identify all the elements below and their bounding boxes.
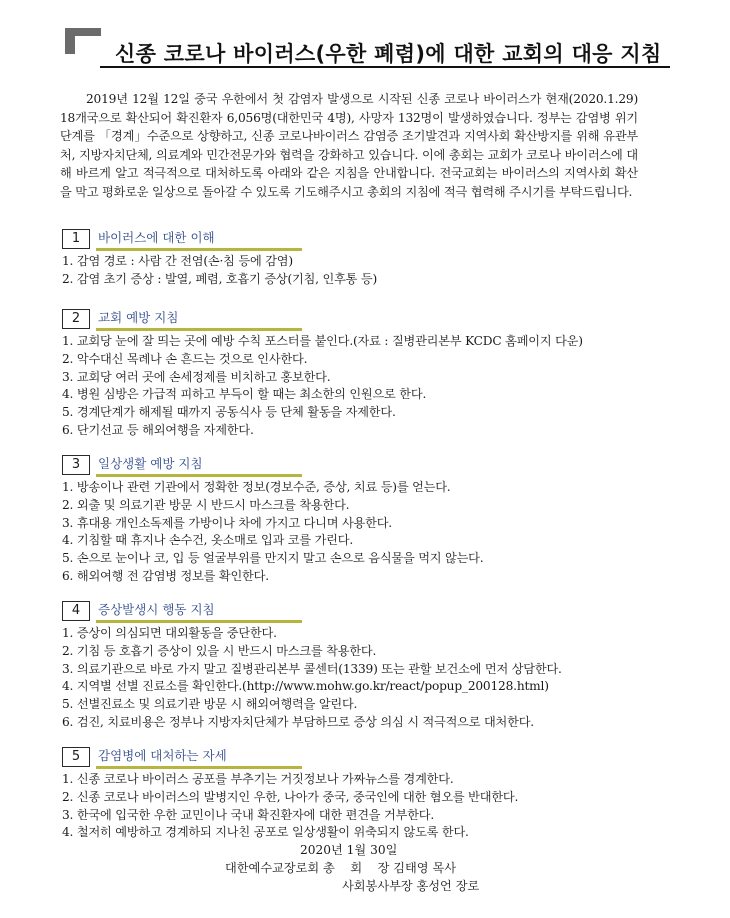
title-corner-mark <box>65 28 101 54</box>
list-item: 2. 기침 등 호흡기 증상이 있을 시 반드시 마스크를 착용한다. <box>62 643 377 658</box>
section-daily-prevention <box>60 455 660 586</box>
signature-line-director: 사회봉사부장 홍성언 장로 <box>342 879 480 893</box>
section-title: 교회 예방 지침 <box>98 310 179 325</box>
section-header <box>60 455 660 477</box>
section-items <box>60 479 660 586</box>
section-number: 1 <box>62 229 90 249</box>
list-item: 4. 철저히 예방하고 경계하되 지나친 공포로 일상생활이 위축되지 않도록 한다. <box>62 825 469 840</box>
list-item: 2. 악수대신 목례나 손 흔드는 것으로 인사한다. <box>62 351 308 366</box>
list-item: 6. 해외여행 전 감염병 정보를 확인한다. <box>62 568 269 583</box>
signature-line-president: 대한예수교장로회 총 회 장 김태영 목사 <box>225 861 456 875</box>
page-title: 신종 코로나 바이러스(우한 폐렴)에 대한 교회의 대응 지침 <box>115 42 662 66</box>
section-number: 3 <box>62 455 90 475</box>
list-item: 5. 선별진료소 및 의료기관 방문 시 해외여행력을 알린다. <box>62 697 358 712</box>
list-item: 3. 의료기관으로 바로 가지 말고 질병관리본부 콜센터(1339) 또는 관할 보건소에 먼저 상담한다. <box>62 661 562 676</box>
section-header <box>60 601 660 623</box>
list-item: 1. 교회당 눈에 잘 띄는 곳에 예방 수칙 포스터를 붙인다.(자료 : 질병관리본부 KCDC 홈페이지 다운) <box>62 334 583 348</box>
section-church-prevention <box>60 309 660 440</box>
list-item: 2. 외출 및 의료기관 방문 시 반드시 마스크를 착용한다. <box>62 497 350 512</box>
section-underline <box>96 766 302 769</box>
section-virus-understanding <box>60 229 660 289</box>
section-number: 5 <box>62 747 90 767</box>
section-title: 바이러스에 대한 이해 <box>98 230 215 245</box>
list-item: 3. 교회당 여러 곳에 손세정제를 비치하고 홍보한다. <box>62 369 331 384</box>
section-header <box>60 747 660 769</box>
list-item: 5. 손으로 눈이나 코, 입 등 얼굴부위를 만지지 말고 손으로 음식물을 먹지 않는다. <box>62 551 484 566</box>
list-item: 2. 신종 코로나 바이러스의 발병지인 우한, 나아가 중국, 중국인에 대한 혐오를 반대한다. <box>62 789 519 804</box>
section-items <box>60 625 660 732</box>
title-underline <box>100 66 670 68</box>
list-item: 6. 단기선교 등 해외여행을 자제한다. <box>62 422 254 437</box>
list-item: 4. 병원 심방은 가급적 피하고 부득이 할 때는 최소한의 인원으로 한다. <box>62 387 427 402</box>
section-attitude <box>60 747 660 842</box>
section-underline <box>96 620 302 623</box>
section-underline <box>96 328 302 331</box>
list-item: 2. 감염 초기 증상 : 발열, 폐렴, 호흡기 증상(기침, 인후통 등) <box>62 271 378 286</box>
list-item: 5. 경계단계가 해제될 때까지 공동식사 등 단체 활동을 자제한다. <box>62 405 396 420</box>
list-item: 3. 휴대용 개인소독제를 가방이나 차에 가지고 다니며 사용한다. <box>62 515 392 530</box>
list-item: 4. 지역별 선별 진료소를 확인한다.(http://www.mohw.go.kr/react/popup_200128.html) <box>62 679 549 694</box>
section-title: 증상발생시 행동 지침 <box>98 602 215 617</box>
list-item: 1. 감염 경로 : 사람 간 전염(손·침 등에 감염) <box>62 254 293 268</box>
signature-date: 2020년 1월 30일 <box>300 843 398 857</box>
list-item: 3. 한국에 입국한 우한 교민이나 국내 확진환자에 대한 편견을 거부한다. <box>62 807 435 822</box>
section-items <box>60 771 660 842</box>
section-symptom-action <box>60 601 660 732</box>
list-item: 1. 증상이 의심되면 대외활동을 중단한다. <box>62 626 277 640</box>
section-header <box>60 309 660 331</box>
list-item: 1. 방송이나 관련 기관에서 정확한 정보(경보수준, 증상, 치료 등)를 얻는다. <box>62 480 451 494</box>
section-underline <box>96 474 302 477</box>
section-items <box>60 333 660 440</box>
section-underline <box>96 248 302 251</box>
section-number: 4 <box>62 601 90 621</box>
list-item: 6. 검진, 치료비용은 정부나 지방자치단체가 부담하므로 증상 의심 시 적극적으로 대처한다. <box>62 714 534 729</box>
intro-paragraph: 2019년 12월 12일 중국 우한에서 첫 감염자 발생으로 시작된 신종 코로나 바이러스가 현재(2020.1.29) 18개국으로 확산되어 확진환자 6,056명(대한민국 4명), 사망자 132명이 발생하였습니다. 정부는 감염병 위기단계를 「경계」수준으로 상향하고, 신종 코로나바이러스 감염증 조기발견과 지역사회 확산방지를 위해 유관부처, 지방자치단체, 의료계와 민간전문가와 협력을 강화하고 있습니다. 이에 총회는 교회가 코로나 바이러스에 대해 바르게 알고 적극적으로 대처하도록 아래와 같은 지침을 안내합니다. 전국교회는 바이러스의 지역사회 확산을 막고 평화로운 일상으로 돌아갈 수 있도록 기도해주시고 총회의 지침에 적극 협력해 주시기를 부탁드립니다. <box>60 92 638 199</box>
list-item: 4. 기침할 때 휴지나 손수건, 옷소매로 입과 코를 가린다. <box>62 533 354 548</box>
section-header <box>60 229 660 251</box>
section-number: 2 <box>62 309 90 329</box>
list-item: 1. 신종 코로나 바이러스 공포를 부추기는 거짓정보나 가짜뉴스를 경계한다. <box>62 772 454 786</box>
section-title: 감염병에 대처하는 자세 <box>98 748 227 763</box>
section-items <box>60 253 660 289</box>
section-title: 일상생활 예방 지침 <box>98 456 203 471</box>
